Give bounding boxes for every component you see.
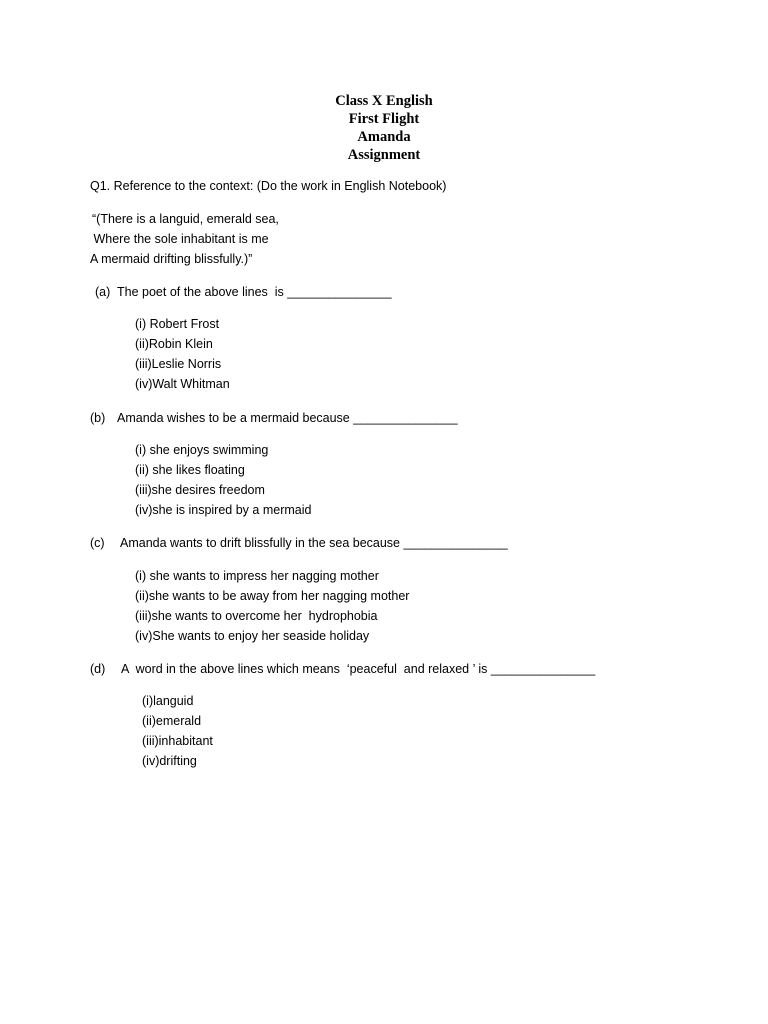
answer-option: (iv)She wants to enjoy her seaside holiday — [135, 629, 370, 643]
question-text: The poet of the above lines is _______________ — [117, 285, 392, 299]
answer-option: (ii)she wants to be away from her nagging mother — [135, 589, 410, 603]
extract-line: Where the sole inhabitant is me — [90, 232, 269, 246]
answer-option: (i)languid — [142, 694, 194, 708]
question-text: Amanda wishes to be a mermaid because _______________ — [117, 411, 458, 425]
extract-line: A mermaid drifting blissfully.)” — [90, 252, 253, 266]
answer-option: (iv)Walt Whitman — [135, 377, 230, 391]
question-marker: (c) — [90, 536, 105, 550]
question-marker: (b) — [90, 411, 106, 425]
answer-option: (iv)drifting — [142, 754, 197, 768]
answer-option: (iii)Leslie Norris — [135, 357, 222, 371]
question-text: Amanda wants to drift blissfully in the sea because _______________ — [120, 536, 508, 550]
document-title-block — [0, 92, 768, 164]
answer-option: (ii)Robin Klein — [135, 337, 213, 351]
chapter-title: Amanda — [357, 129, 411, 145]
extract-line: “(There is a languid, emerald sea, — [92, 212, 279, 226]
answer-option: (i) she wants to impress her nagging mother — [135, 569, 379, 583]
question-marker: (a) — [95, 285, 111, 299]
answer-option: (iii)she desires freedom — [135, 483, 265, 497]
assignment-title: Assignment — [347, 147, 421, 163]
answer-option: (ii)emerald — [142, 714, 202, 728]
question-marker: (d) — [90, 662, 106, 676]
book-title: First Flight — [348, 111, 420, 127]
answer-option: (iii)she wants to overcome her hydrophobia — [135, 609, 378, 623]
class-title: Class X English — [335, 93, 433, 109]
answer-option: (iii)inhabitant — [142, 734, 213, 748]
question-instruction: Q1. Reference to the context: (Do the work in English Notebook) — [90, 179, 447, 193]
answer-option: (iv)she is inspired by a mermaid — [135, 503, 312, 517]
answer-option: (i) Robert Frost — [135, 317, 220, 331]
answer-option: (ii) she likes floating — [135, 463, 245, 477]
answer-option: (i) she enjoys swimming — [135, 443, 269, 457]
question-text: A word in the above lines which means ‘peaceful and relaxed ’ is _______________ — [121, 662, 596, 676]
